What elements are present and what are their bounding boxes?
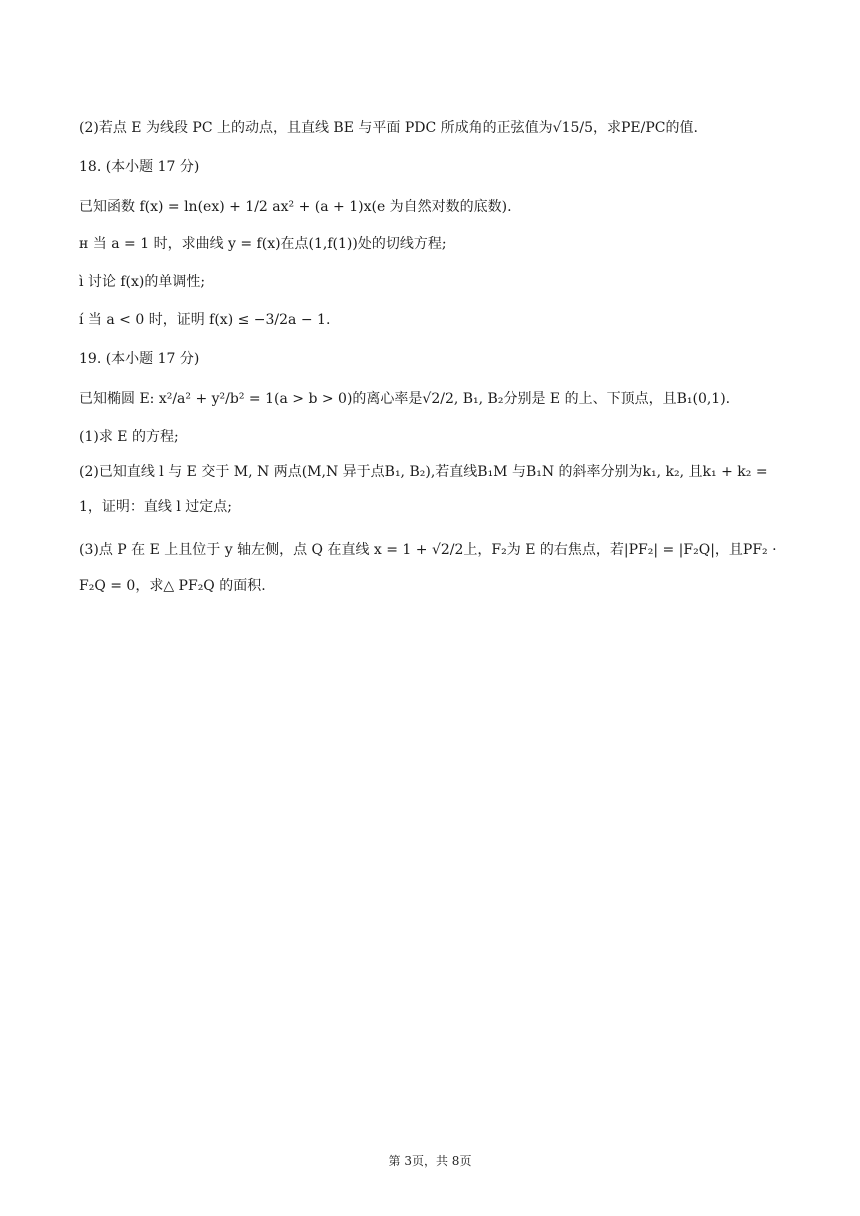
- q18-part2: ì 讨论 f(x)的单调性;: [79, 274, 206, 290]
- q19-part2-line1: (2)已知直线 l 与 E 交于 M, N 两点(M,N 异于点B₁, B₂),若直线B₁M 与B₁N 的斜率分别为k₁, k₂, 且k₁ + k₂ =: [79, 464, 768, 480]
- q19-part1: (1)求 E 的方程;: [79, 429, 179, 445]
- q18-function: 已知函数 f(x) = ln(ex) + 1/2 ax² + (a + 1)x(e 为自然对数的底数).: [79, 199, 512, 215]
- q19-part2-line2: 1，证明：直线 l 过定点;: [79, 499, 233, 515]
- page-footer: 第 3页，共 8页: [388, 1154, 472, 1168]
- q19-heading: 19. (本小题 17 分): [79, 351, 200, 367]
- q19-part3-line1: (3)点 P 在 E 上且位于 y 轴左侧，点 Q 在直线 x = 1 + √2/2上，F₂为 E 的右焦点，若|PF₂| = |F₂Q|，且PF₂ ·: [79, 542, 777, 558]
- q19-part3-line2: F₂Q = 0，求△ PF₂Q 的面积.: [79, 578, 266, 594]
- q18-heading: 18. (本小题 17 分): [79, 159, 200, 175]
- q18-part1: н 当 a = 1 时，求曲线 y = f(x)在点(1,f(1))处的切线方程;: [79, 236, 447, 252]
- q17-part2: (2)若点 E 为线段 PC 上的动点，且直线 BE 与平面 PDC 所成角的正弦值为√15/5，求PE/PC的值.: [79, 120, 698, 136]
- q19-ellipse: 已知椭圆 E: x²/a² + y²/b² = 1(a > b > 0)的离心率是√2/2, B₁, B₂分别是 E 的上、下顶点，且B₁(0,1).: [79, 391, 731, 407]
- q18-part3: í 当 a < 0 时，证明 f(x) ≤ −3/2a − 1.: [79, 312, 331, 328]
